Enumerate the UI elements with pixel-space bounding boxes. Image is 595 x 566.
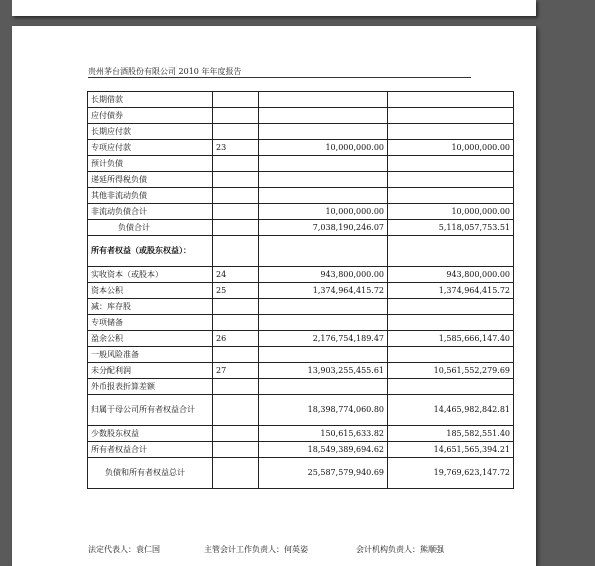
row-label: 其他非流动负债 (88, 188, 213, 204)
balance-sheet-table (87, 91, 514, 489)
row-value-prior (388, 315, 514, 331)
row-note (213, 108, 259, 124)
row-label: 专项应付款 (88, 140, 213, 156)
row-label: 非流动负债合计 (88, 204, 213, 220)
row-note: 24 (213, 267, 259, 283)
table-row (88, 92, 514, 108)
row-value-prior (388, 156, 514, 172)
row-value-current (259, 347, 388, 363)
table-row (88, 458, 514, 489)
table-row (88, 363, 514, 379)
row-note (213, 442, 259, 458)
row-note (213, 395, 259, 426)
row-note (213, 315, 259, 331)
table-row (88, 331, 514, 347)
document-page[interactable] (12, 26, 536, 566)
row-value-current: 13,903,255,455.61 (259, 363, 388, 379)
row-note (213, 204, 259, 220)
row-label: 盈余公积 (88, 331, 213, 347)
table-row (88, 156, 514, 172)
row-note: 25 (213, 283, 259, 299)
row-value-prior: 5,118,057,753.51 (388, 220, 514, 236)
row-note (213, 188, 259, 204)
row-value-current (259, 315, 388, 331)
table-row (88, 172, 514, 188)
row-label: 长期应付款 (88, 124, 213, 140)
row-label: 外币报表折算差额 (88, 379, 213, 395)
row-label: 预计负债 (88, 156, 213, 172)
accounting-dept-head: 会计机构负责人：熊顺强 (356, 545, 444, 554)
row-value-current: 25,587,579,940.69 (259, 458, 388, 489)
previous-page (12, 0, 536, 16)
row-note (213, 458, 259, 489)
row-value-prior (388, 299, 514, 315)
row-value-prior: 943,800,000.00 (388, 267, 514, 283)
row-value-prior: 14,465,982,842.81 (388, 395, 514, 426)
row-value-prior: 10,000,000.00 (388, 204, 514, 220)
row-value-current: 18,398,774,060.80 (259, 395, 388, 426)
row-value-current (259, 236, 388, 267)
row-label: 长期借款 (88, 92, 213, 108)
row-value-current (259, 124, 388, 140)
row-note: 26 (213, 331, 259, 347)
row-label: 实收资本（或股本） (88, 267, 213, 283)
table-row (88, 204, 514, 220)
row-label: 负债合计 (88, 220, 213, 236)
row-note (213, 426, 259, 442)
row-label: 应付债券 (88, 108, 213, 124)
row-note (213, 124, 259, 140)
row-value-current: 10,000,000.00 (259, 140, 388, 156)
row-note: 23 (213, 140, 259, 156)
signature-footer (88, 544, 518, 555)
row-value-current (259, 156, 388, 172)
legal-representative: 法定代表人：袁仁国 (88, 545, 160, 554)
row-note (213, 347, 259, 363)
table-row (88, 108, 514, 124)
row-label: 一般风险准备 (88, 347, 213, 363)
table-row (88, 267, 514, 283)
row-note (213, 172, 259, 188)
row-value-current (259, 188, 388, 204)
row-value-current: 2,176,754,189.47 (259, 331, 388, 347)
table-row (88, 236, 514, 267)
row-value-prior: 14,651,565,394.21 (388, 442, 514, 458)
row-note (213, 156, 259, 172)
row-value-current: 150,615,633.82 (259, 426, 388, 442)
row-value-current (259, 172, 388, 188)
row-value-prior (388, 347, 514, 363)
row-note (213, 236, 259, 267)
row-value-prior (388, 188, 514, 204)
row-label: 归属于母公司所有者权益合计 (88, 395, 213, 426)
row-value-current: 10,000,000.00 (259, 204, 388, 220)
row-value-current: 1,374,964,415.72 (259, 283, 388, 299)
row-value-prior (388, 108, 514, 124)
row-note (213, 220, 259, 236)
row-value-prior: 10,561,552,279.69 (388, 363, 514, 379)
row-note (213, 92, 259, 108)
row-note (213, 379, 259, 395)
table-row (88, 426, 514, 442)
row-label: 递延所得税负债 (88, 172, 213, 188)
row-label: 减：库存股 (88, 299, 213, 315)
row-label: 少数股东权益 (88, 426, 213, 442)
accounting-head: 主管会计工作负责人：何英姿 (204, 545, 308, 554)
row-value-current (259, 299, 388, 315)
table-row (88, 299, 514, 315)
row-note (213, 299, 259, 315)
table-row (88, 395, 514, 426)
table-row (88, 124, 514, 140)
row-value-prior: 185,582,551.40 (388, 426, 514, 442)
row-value-prior (388, 236, 514, 267)
row-value-prior (388, 124, 514, 140)
table-row (88, 442, 514, 458)
row-value-current: 943,800,000.00 (259, 267, 388, 283)
row-label: 未分配利润 (88, 363, 213, 379)
row-value-prior (388, 172, 514, 188)
row-label: 负债和所有者权益总计 (88, 458, 213, 489)
row-value-prior: 1,585,666,147.40 (388, 331, 514, 347)
table-row (88, 140, 514, 156)
section-heading-equity: 所有者权益（或股东权益）： (88, 236, 213, 267)
row-value-current (259, 379, 388, 395)
row-value-current (259, 108, 388, 124)
table-row (88, 283, 514, 299)
row-value-prior: 10,000,000.00 (388, 140, 514, 156)
header-rule (88, 77, 471, 78)
row-note: 27 (213, 363, 259, 379)
row-value-current: 18,549,389,694.62 (259, 442, 388, 458)
row-value-prior (388, 92, 514, 108)
row-value-prior: 1,374,964,415.72 (388, 283, 514, 299)
table-row (88, 315, 514, 331)
row-value-current: 7,038,190,246.07 (259, 220, 388, 236)
page-header: 贵州茅台酒股份有限公司 2010 年年度报告 (88, 67, 242, 76)
row-value-current (259, 92, 388, 108)
row-value-prior: 19,769,623,147.72 (388, 458, 514, 489)
row-label: 所有者权益合计 (88, 442, 213, 458)
row-value-prior (388, 379, 514, 395)
table-row (88, 347, 514, 363)
row-label: 专项储备 (88, 315, 213, 331)
row-label: 资本公积 (88, 283, 213, 299)
table-row (88, 188, 514, 204)
table-row (88, 379, 514, 395)
table-row (88, 220, 514, 236)
